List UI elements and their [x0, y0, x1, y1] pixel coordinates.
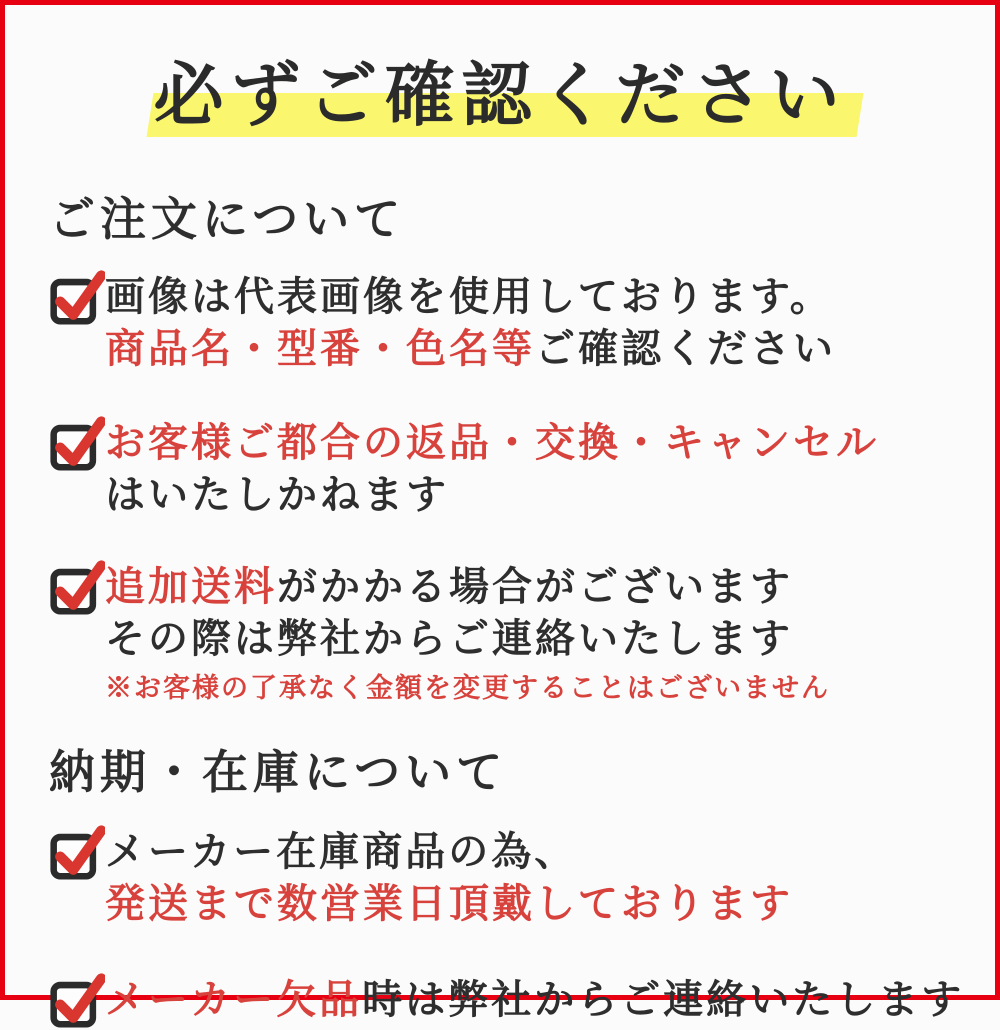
item-line: [105, 271, 953, 323]
item-line: [105, 561, 953, 613]
text-segment: ご確認ください: [535, 326, 836, 371]
checkbox-checked-icon: [49, 970, 105, 1030]
text-segment-note: ※お客様の了承なく金額を変更することはございません: [105, 673, 830, 703]
item-line: [105, 469, 953, 521]
item-line: [105, 974, 964, 1026]
item-line: [105, 417, 953, 469]
item-text: [105, 561, 953, 706]
text-segment: メーカー在庫商品の為、: [105, 829, 578, 875]
item-note-line: [105, 671, 953, 706]
text-segment-emphasis: メーカー欠品: [105, 977, 363, 1023]
text-segment-emphasis: お客様ご都合の返品・交換・キャンセル: [105, 420, 879, 465]
section-heading-stock: 納期・在庫について: [49, 747, 508, 799]
item-line: [105, 613, 953, 665]
text-segment: 時は弊社からご連絡いたします: [362, 977, 965, 1023]
page-title: 必ずご確認ください: [153, 58, 847, 135]
item-text: [105, 826, 953, 930]
item-line: [105, 826, 953, 878]
list-item: [49, 271, 953, 375]
checkbox-checked-icon: [49, 557, 105, 617]
list-item: [49, 561, 953, 706]
checkbox-checked-icon: [49, 267, 105, 327]
text-segment-emphasis: 商品名・型番・色名等: [105, 326, 535, 371]
text-segment-emphasis: 追加送料: [105, 564, 277, 609]
item-line: [105, 878, 953, 930]
text-segment: その際は弊社からご連絡いたします: [105, 616, 793, 661]
notice-content: [5, 183, 995, 1030]
section-heading-orders: ご注文について: [49, 194, 406, 245]
item-text: [105, 417, 953, 521]
text-segment-emphasis: 発送まで数営業日頂戴しております: [105, 881, 793, 927]
list-item: [49, 974, 965, 1030]
text-segment: はいたしかねます: [105, 472, 449, 517]
text-segment: 画像は代表画像を使用しております。: [105, 274, 833, 319]
checkbox-checked-icon: [49, 413, 105, 473]
page-title-block: [5, 43, 995, 151]
item-text: [105, 271, 953, 375]
item-text: [105, 974, 964, 1026]
list-item: [49, 826, 953, 930]
checkbox-checked-icon: [49, 822, 105, 882]
text-segment: がかかる場合がございます: [277, 564, 793, 609]
item-line: [105, 323, 953, 375]
list-item: [49, 417, 953, 521]
